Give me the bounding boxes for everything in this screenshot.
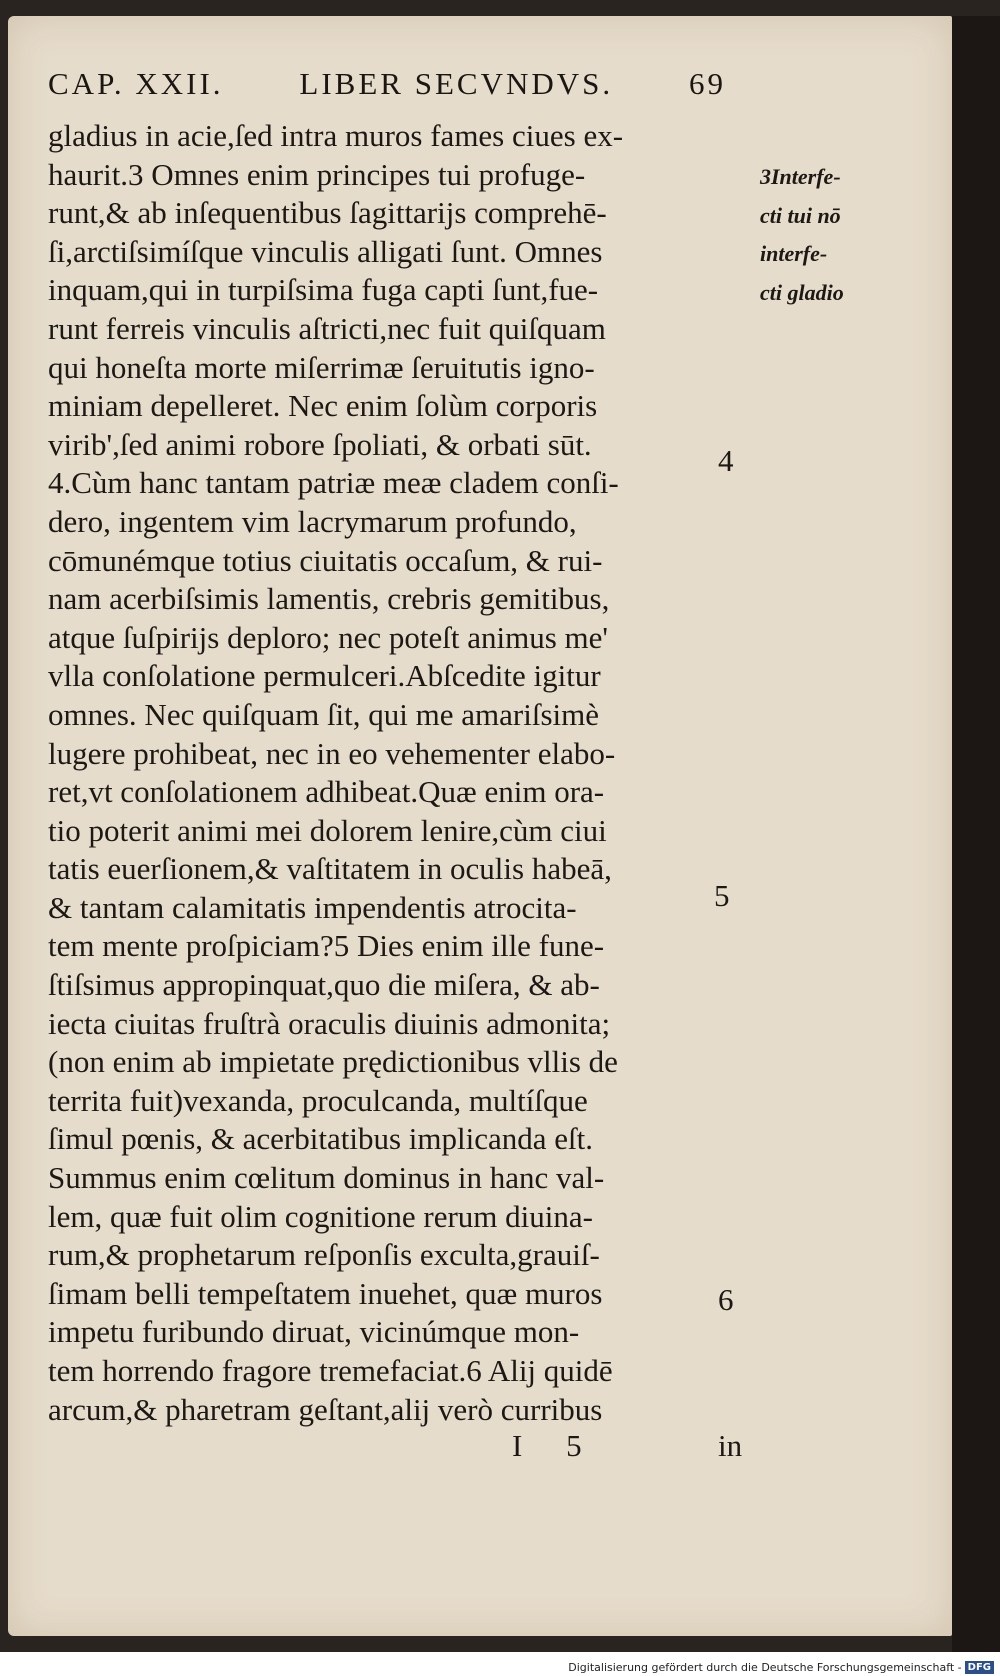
- text-line: cōmunémque totius ciuitatis occaſum, & rui-: [48, 542, 603, 578]
- text-line: runt ferreis vinculis aſtricti,nec fuit quiſquam: [48, 310, 606, 346]
- signature-mark: I 5: [512, 1428, 600, 1463]
- text-line: qui honeſta morte miſerrimæ ſeruitutis igno-: [48, 349, 595, 385]
- text-line: tem horrendo fragore tremefaciat.6 Alij quidē: [48, 1353, 613, 1388]
- text-line: rum,& prophetarum reſponſis exculta,grauiſ-: [48, 1237, 600, 1273]
- text-line: inquam,qui in turpiſsima fuga capti ſunt,fue-: [48, 272, 599, 308]
- margin-verse-number-5: 5: [714, 878, 730, 913]
- text-line: 4.Cùm hanc tantam patriæ meæ cladem conſi-: [48, 465, 619, 501]
- text-line: nam acerbiſsimis lamentis, crebris gemitibus,: [48, 581, 610, 617]
- text-line: ſimam belli tempeſtatem inuehet, quæ muros: [48, 1275, 603, 1311]
- margin-verse-number-6: 6: [718, 1282, 734, 1317]
- page-number: 69: [689, 66, 726, 101]
- text-line: vlla conſolatione permulceri.Abſcedite igitur: [48, 658, 601, 694]
- text-line: omnes. Nec quiſquam ſit, qui me amariſsimè: [48, 696, 599, 732]
- text-line: territa fuit)vexanda, proculcanda, multíſque: [48, 1082, 588, 1118]
- margin-verse-number-4: 4: [718, 443, 734, 478]
- text-line: haurit.3 Omnes enim principes tui profuge-: [48, 156, 586, 192]
- text-line: & tantam calamitatis impendentis atrocita-: [48, 889, 577, 925]
- body-text: [48, 117, 762, 1429]
- book-edge-shadow: [952, 16, 1000, 1652]
- catchword: in: [718, 1428, 743, 1463]
- text-line: ſtiſsimus appropinquat,quo die miſera, & ab-: [48, 967, 600, 1003]
- text-line: atque ſuſpirijs deploro; nec poteſt animus me': [48, 619, 609, 655]
- margin-note: [760, 158, 890, 312]
- text-line: Summus enim cœlitum dominus in hanc val-: [48, 1160, 605, 1196]
- text-line: impetu furibundo diruat, vicinúmque mon-: [48, 1314, 580, 1350]
- chapter-label: CAP. XXII.: [48, 66, 224, 101]
- running-header: [48, 66, 726, 102]
- text-line: ſimul pœnis, & acerbitatibus implicanda eſt.: [48, 1121, 593, 1157]
- digitization-footer: [568, 1661, 994, 1674]
- footer-text: Digitalisierung gefördert durch die Deutsche Forschungsgemeinschaft -: [568, 1661, 962, 1674]
- margin-note-line: cti gladio: [760, 279, 844, 305]
- text-line: dero, ingentem vim lacrymarum profundo,: [48, 503, 577, 539]
- text-line: iecta ciuitas fruſtrà oraculis diuinis admonita;: [48, 1005, 611, 1041]
- margin-note-line: 3Interfe-: [760, 164, 841, 189]
- text-line: lem, quæ fuit olim cognitione rerum diuina-: [48, 1198, 593, 1234]
- text-line: tio poterit animi mei dolorem lenire,cùm ciui: [48, 812, 607, 848]
- text-line: lugere prohibeat, nec in eo vehementer elabo-: [48, 735, 616, 771]
- text-line: arcum,& pharetram geſtant,alij verò curribus: [48, 1391, 603, 1427]
- text-line: tatis euerſionem,& vaſtitatem in oculis habeā,: [48, 851, 612, 887]
- text-line: gladius in acie,ſed intra muros fames ciues ex-: [48, 118, 624, 153]
- text-line: ret,vt conſolationem adhibeat.Quæ enim ora-: [48, 774, 605, 810]
- text-line: miniam depelleret. Nec enim ſolùm corporis: [48, 388, 598, 424]
- text-line: (non enim ab impietate prędictionibus vllis de: [48, 1044, 618, 1080]
- text-line: virib',ſed animi robore ſpoliati, & orbati sūt.: [48, 426, 592, 462]
- text-line: ſi,arctiſsimíſque vinculis alligati ſunt. Omnes: [48, 233, 603, 269]
- book-title: LIBER SECVNDVS.: [299, 66, 614, 101]
- text-line: tem mente proſpiciam?5 Dies enim ille fune-: [48, 928, 605, 964]
- margin-note-line: interfe-: [760, 241, 828, 267]
- dfg-logo: DFG: [965, 1661, 994, 1674]
- margin-note-line: cti tui nō: [760, 202, 841, 228]
- text-line: runt,& ab inſequentibus ſagittarijs comprehē-: [48, 195, 607, 231]
